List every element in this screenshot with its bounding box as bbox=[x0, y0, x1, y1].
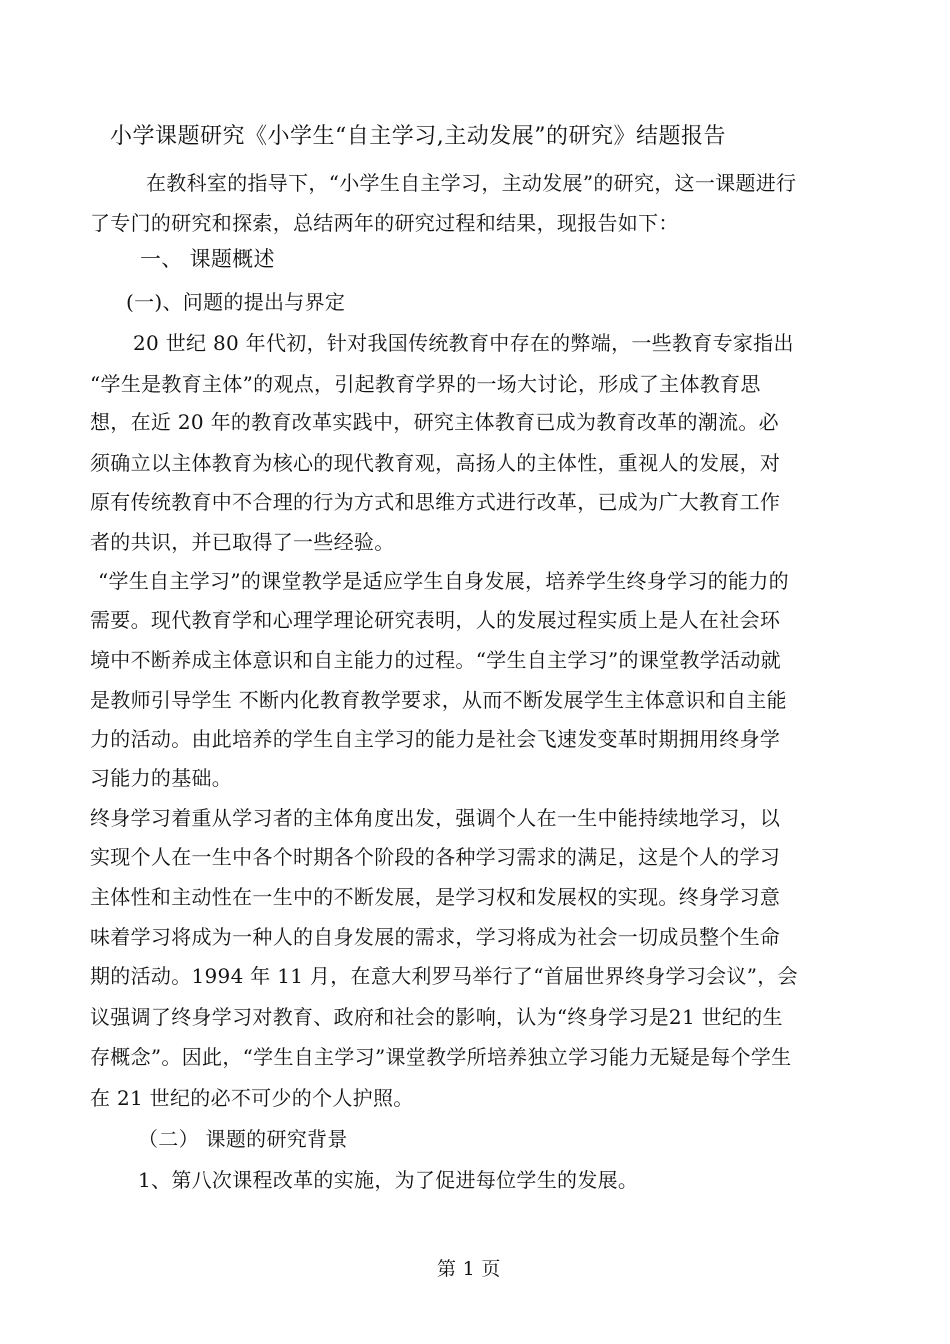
intro-line-2: 了专门的研究和探索，总结两年的研究过程和结果，现报告如下： bbox=[90, 211, 679, 235]
section-heading-overview: 一、 课题概述 bbox=[140, 247, 275, 271]
para1-line-5: 原有传统教育中不合理的行为方式和思维方式进行改革，已成为广大教育工作 bbox=[90, 490, 781, 514]
para3-line-1: 终身学习着重从学习者的主体角度出发，强调个人在一生中能持续地学习，以 bbox=[90, 806, 781, 830]
para2-line-1: “学生自主学习”的课堂教学是适应学生自身发展，培养学生终身学习的能力的 bbox=[98, 569, 789, 593]
subsection-heading-background: （二） 课题的研究背景 bbox=[138, 1127, 348, 1151]
para2-line-5: 力的活动。由此培养的学生自主学习的能力是社会飞速发变革时期拥用终身学 bbox=[90, 727, 781, 751]
para1-line-6: 者的共识，并已取得了一些经验。 bbox=[90, 530, 395, 554]
para1-line-1: 20 世纪 80 年代初，针对我国传统教育中存在的弊端，一些教育专家指出 bbox=[133, 331, 794, 355]
para2-line-2: 需要。现代教育学和心理学理论研究表明，人的发展过程实质上是人在社会环 bbox=[90, 608, 781, 632]
para3-line-2: 实现个人在一生中各个时期各个阶段的各种学习需求的满足，这是个人的学习 bbox=[90, 845, 781, 869]
subsection-heading-problem: (一)、问题的提出与界定 bbox=[126, 290, 346, 314]
para1-line-4: 须确立以主体教育为核心的现代教育观，高扬人的主体性，重视人的发展，对 bbox=[90, 451, 781, 475]
para1-line-2: “学生是教育主体”的观点，引起教育学界的一场大讨论，形成了主体教育思 bbox=[90, 372, 761, 396]
para3-line-6: 议强调了终身学习对教育、政府和社会的影响，认为“终身学习是21 世纪的生 bbox=[90, 1005, 783, 1029]
intro-line-1: 在教科室的指导下，“小学生自主学习，主动发展”的研究，这一课题进行 bbox=[146, 171, 797, 195]
para3-line-7: 存概念”。因此，“学生自主学习”课堂教学所培养独立学习能力无疑是每个学生 bbox=[90, 1045, 792, 1069]
para3-line-8: 在 21 世纪的必不可少的个人护照。 bbox=[90, 1086, 414, 1110]
background-item-1: 1、第八次课程改革的实施，为了促进每位学生的发展。 bbox=[138, 1168, 639, 1192]
para2-line-4: 是教师引导学生 不断内化教育教学要求，从而不断发展学生主体意识和自主能 bbox=[90, 688, 787, 712]
para3-line-5: 期的活动。1994 年 11 月，在意大利罗马举行了“首届世界终身学习会议”，会 bbox=[90, 964, 798, 988]
page-number: 第 1 页 bbox=[437, 1258, 501, 1280]
document-title: 小学课题研究《小学生“自主学习,主动发展”的研究》结题报告 bbox=[110, 124, 726, 149]
para2-line-6: 习能力的基础。 bbox=[90, 766, 233, 790]
para3-line-3: 主体性和主动性在一生中的不断发展，是学习权和发展权的实现。终身学习意 bbox=[90, 885, 781, 909]
para2-line-3: 境中不断养成主体意识和自主能力的过程。“学生自主学习”的课堂教学活动就 bbox=[90, 648, 781, 672]
para1-line-3: 想，在近 20 年的教育改革实践中，研究主体教育已成为教育改革的潮流。必 bbox=[90, 410, 779, 434]
para3-line-4: 味着学习将成为一种人的自身发展的需求，学习将成为社会一切成员整个生命 bbox=[90, 925, 781, 949]
